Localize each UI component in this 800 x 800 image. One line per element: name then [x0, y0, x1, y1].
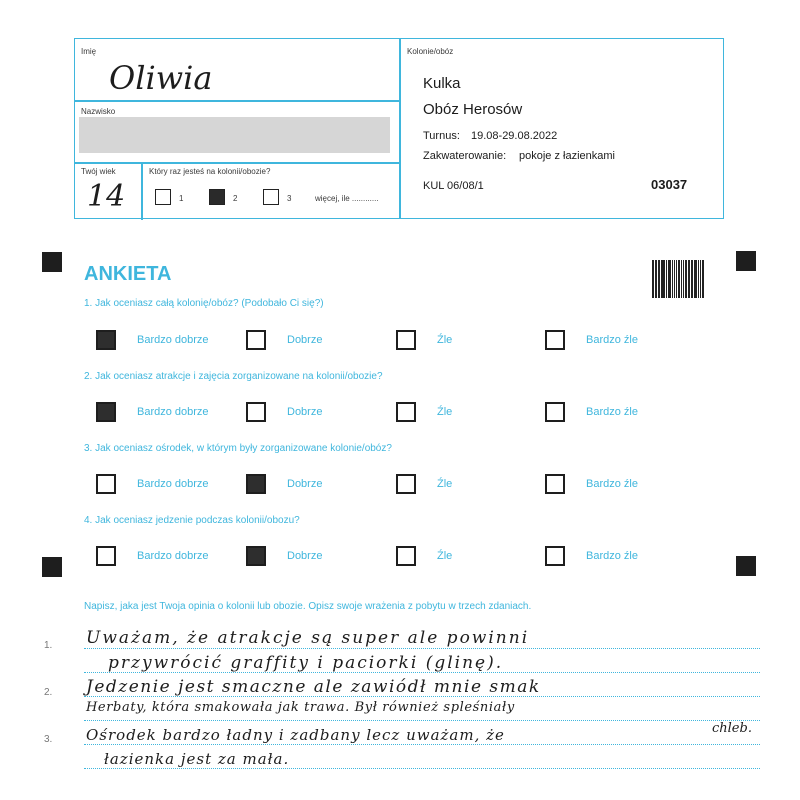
opinion-handwriting-line-6: Ośrodek bardzo ładny i zadbany lecz uważam, że: [86, 726, 505, 744]
question-2-option-4-checkbox[interactable]: [545, 402, 565, 422]
form-divider-surname: [75, 162, 399, 164]
writing-line: [84, 744, 760, 745]
camp-code: KUL 06/08/1: [423, 180, 484, 192]
question-3-option-1-checkbox[interactable]: [96, 474, 116, 494]
question-3-option-3-label: Źle: [437, 478, 453, 490]
alignment-marker-bottom-right: [736, 556, 756, 576]
question-4-option-3-checkbox[interactable]: [396, 546, 416, 566]
opinion-handwriting-line-5: chleb.: [712, 721, 752, 736]
name-value: Oliwia: [109, 59, 213, 97]
question-2-option-1-label: Bardzo dobrze: [137, 406, 209, 418]
opinion-handwriting-line-3: Jedzenie jest smaczne ale zawiódł mnie smak: [86, 677, 541, 697]
alignment-marker-top-left: [42, 252, 62, 272]
question-2-option-2-checkbox[interactable]: [246, 402, 266, 422]
camp-subname: Obóz Herosów: [423, 101, 523, 118]
turnus-value: 19.08-29.08.2022: [471, 130, 558, 142]
visit-option-1-label: 1: [179, 194, 184, 203]
visit-option-more-label: więcej, ile ............: [315, 194, 379, 203]
question-2-option-1-checkbox[interactable]: [96, 402, 116, 422]
form-divider-name: [75, 100, 399, 102]
question-3-text: 3. Jak oceniasz ośrodek, w którym były zorganizowane kolonie/obóz?: [84, 443, 392, 454]
question-4-option-2-label: Dobrze: [287, 550, 323, 562]
visit-option-1-box[interactable]: [155, 189, 171, 205]
camp-label: Kolonie/obóz: [407, 47, 454, 56]
question-1-option-4-label: Bardzo źle: [586, 334, 638, 346]
question-4-option-3-label: Źle: [437, 550, 453, 562]
question-2-option-3-label: Źle: [437, 406, 453, 418]
alignment-marker-bottom-left: [42, 557, 62, 577]
lodging-label: Zakwaterowanie:: [423, 150, 507, 162]
form-number: 03037: [651, 177, 688, 192]
question-2-text: 2. Jak oceniasz atrakcje i zajęcia zorganizowane na kolonii/obozie?: [84, 371, 383, 382]
question-1-option-3-checkbox[interactable]: [396, 330, 416, 350]
opinion-prompt: Napisz, jaka jest Twoja opinia o kolonii lub obozie. Opisz swoje wrażenia z pobytu w trzech zdaniach.: [84, 601, 532, 612]
surname-label: Nazwisko: [81, 107, 116, 116]
question-1-option-3-label: Źle: [437, 334, 453, 346]
writing-line: [84, 720, 760, 721]
camp-name: Kulka: [423, 75, 461, 92]
age-label: Twój wiek: [81, 167, 116, 176]
writing-line: [84, 768, 760, 769]
opinion-handwriting-line-2: przywrócić graffity i paciorki (glinę).: [108, 653, 504, 673]
opinion-handwriting-line-1: Uważam, że atrakcje są super ale powinni: [86, 628, 530, 648]
form-divider-age: [141, 162, 143, 220]
surname-redaction: [79, 117, 390, 153]
name-label: Imię: [81, 47, 97, 56]
form-divider-vertical: [399, 39, 401, 218]
age-value: 14: [87, 179, 126, 214]
opinion-line-number-3: 3.: [44, 734, 53, 745]
question-1-option-4-checkbox[interactable]: [545, 330, 565, 350]
question-4-option-1-label: Bardzo dobrze: [137, 550, 209, 562]
question-3-option-2-label: Dobrze: [287, 478, 323, 490]
question-4-option-4-label: Bardzo źle: [586, 550, 638, 562]
visit-label: Który raz jesteś na kolonii/obozie?: [149, 167, 271, 176]
question-4-option-2-checkbox[interactable]: [246, 546, 266, 566]
question-4-option-4-checkbox[interactable]: [545, 546, 565, 566]
question-1-option-2-checkbox[interactable]: [246, 330, 266, 350]
lodging-value: pokoje z łazienkami: [519, 150, 615, 162]
header-form: [74, 38, 724, 219]
visit-option-3-label: 3: [287, 194, 292, 203]
question-1-option-1-checkbox[interactable]: [96, 330, 116, 350]
visit-option-2-box[interactable]: [209, 189, 225, 205]
barcode: [652, 260, 704, 298]
question-2-option-3-checkbox[interactable]: [396, 402, 416, 422]
opinion-line-number-2: 2.: [44, 687, 53, 698]
question-3-option-4-label: Bardzo źle: [586, 478, 638, 490]
question-3-option-2-checkbox[interactable]: [246, 474, 266, 494]
question-3-option-4-checkbox[interactable]: [545, 474, 565, 494]
opinion-handwriting-line-4: Herbaty, która smakowała jak trawa. Był również spleśniały: [86, 700, 515, 715]
alignment-marker-top-right: [736, 251, 756, 271]
visit-option-2-label: 2: [233, 194, 238, 203]
question-2-option-2-label: Dobrze: [287, 406, 323, 418]
turnus-label: Turnus:: [423, 130, 460, 142]
question-1-option-1-label: Bardzo dobrze: [137, 334, 209, 346]
question-1-text: 1. Jak oceniasz całą kolonię/obóz? (Podobało Ci się?): [84, 298, 324, 309]
question-3-option-3-checkbox[interactable]: [396, 474, 416, 494]
question-1-option-2-label: Dobrze: [287, 334, 323, 346]
question-3-option-1-label: Bardzo dobrze: [137, 478, 209, 490]
question-4-option-1-checkbox[interactable]: [96, 546, 116, 566]
survey-title: ANKIETA: [84, 263, 172, 285]
writing-line: [84, 648, 760, 649]
visit-option-3-box[interactable]: [263, 189, 279, 205]
question-2-option-4-label: Bardzo źle: [586, 406, 638, 418]
opinion-line-number-1: 1.: [44, 640, 53, 651]
opinion-handwriting-line-7: łazienka jest za mała.: [104, 750, 290, 768]
question-4-text: 4. Jak oceniasz jedzenie podczas kolonii/obozu?: [84, 515, 300, 526]
